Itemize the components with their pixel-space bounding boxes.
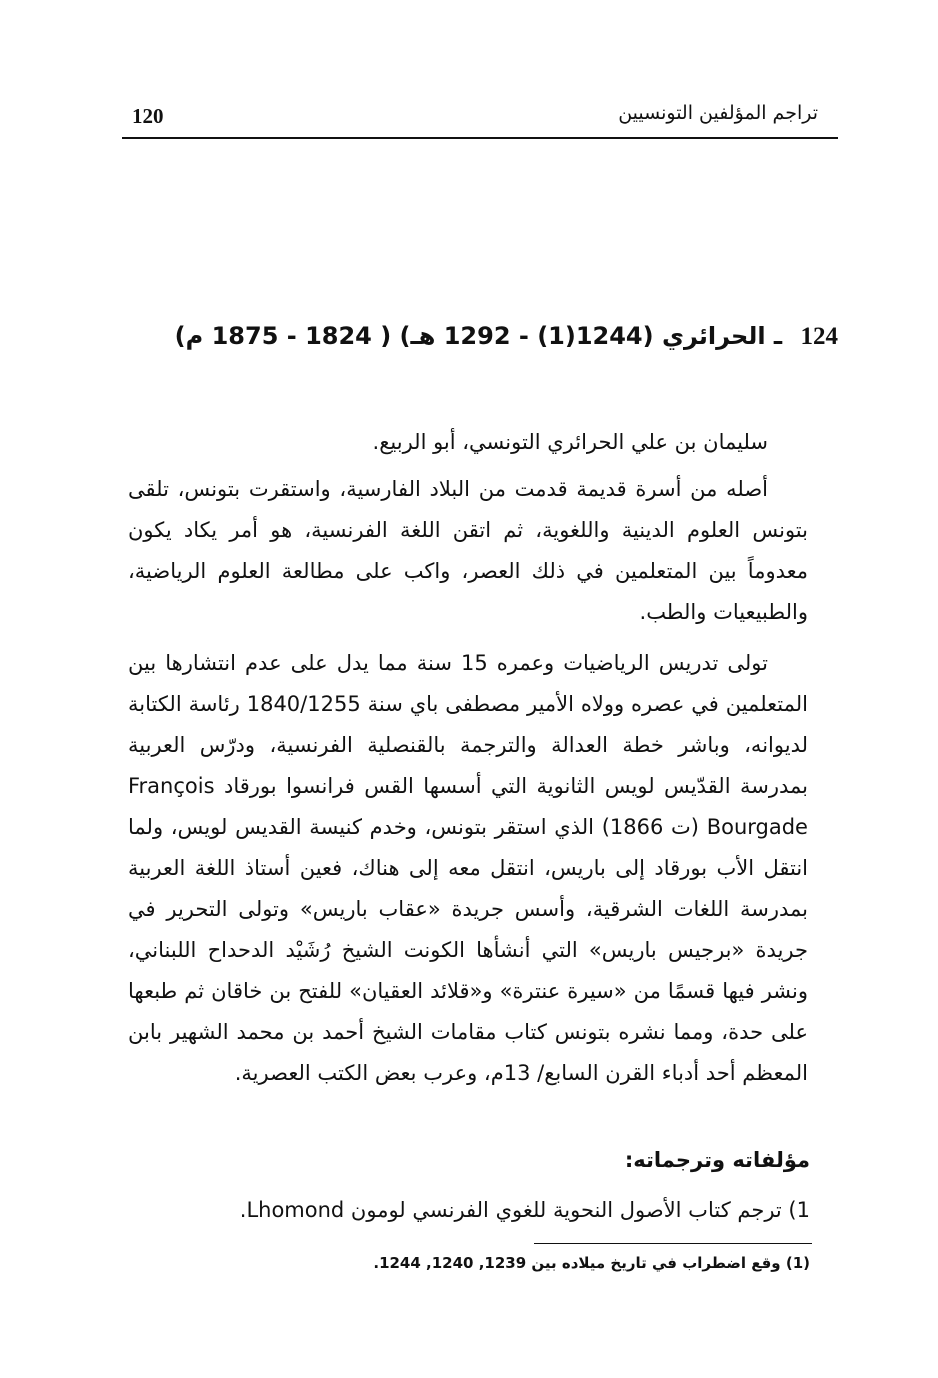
entry-heading	[138, 322, 838, 351]
biography-text	[128, 422, 808, 1104]
works-heading: مؤلفاته وترجماته:	[624, 1148, 810, 1172]
paragraph-origin: أصله من أسرة قديمة قدمت من البلاد الفارسية، واستقرت بتونس، تلقى بتونس العلوم الدينية واللغوية، ثم اتقن اللغة الفرنسية، هو أمر يكاد يكون معدوماً بين المتعلمين في ذلك العصر، واكب على مطالعة العلوم الرياضية، والطبيعيات والطب.	[128, 477, 808, 624]
book-title: تراجم المؤلفين التونسيين	[618, 102, 818, 124]
footnote-rule	[534, 1243, 812, 1244]
work-item: 1) ترجم كتاب الأصول النحوية للغوي الفرنسي لومون Lhomond.	[239, 1198, 810, 1222]
paragraph-career: تولى تدريس الرياضيات وعمره 15 سنة مما يدل على عدم انتشارها بين المتعلمين في عصره وولاه الأمير مصطفى باي سنة 1840/1255 رئاسة الكتابة لديوانه، وباشر خطة العدالة والترجمة بالقنصلية الفرنسية، ودرّس العربية بمدرسة القدّيس لويس الثانوية التي أسسها القس فرانسوا بورقاد François Bourgade (ت 1866) الذي استقر بتونس، وخدم كنيسة القديس لويس، ولما انتقل الأب بورقاد إلى باريس، انتقل معه إلى هناك، فعين أستاذ اللغة العربية بمدرسة اللغات الشرقية، وأسس جريدة «عقاب باريس» وتولى التحرير في جريدة «برجيس باريس» التي أنشأها الكونت الشيخ رُشَيْد الدحداح اللبناني، ونشر فيها قسمًا من «سيرة عنترة» و«قلائد العقيان» للفتح بن خاقان ثم طبعها على حدة، ومما نشره بتونس كتاب مقامات الشيخ أحمد بن محمد الشهير بابن المعظم أحد أدباء القرن السابع/ 13م، وعرب بعض الكتب العصرية.	[128, 651, 808, 1085]
entry-number: 124	[800, 323, 838, 350]
entry-title: ـ الحرائري (1244(1) - 1292 هـ) ( 1824 - 1875 م)	[174, 322, 783, 350]
footnote: (1) وقع اضطراب في تاريخ ميلاده بين 1239, 1240, 1244.	[373, 1254, 810, 1272]
header-rule	[122, 137, 838, 139]
page-number: 120	[132, 104, 164, 128]
paragraph-name: سليمان بن علي الحرائري التونسي، أبو الربيع.	[372, 430, 768, 454]
running-header	[122, 96, 838, 136]
